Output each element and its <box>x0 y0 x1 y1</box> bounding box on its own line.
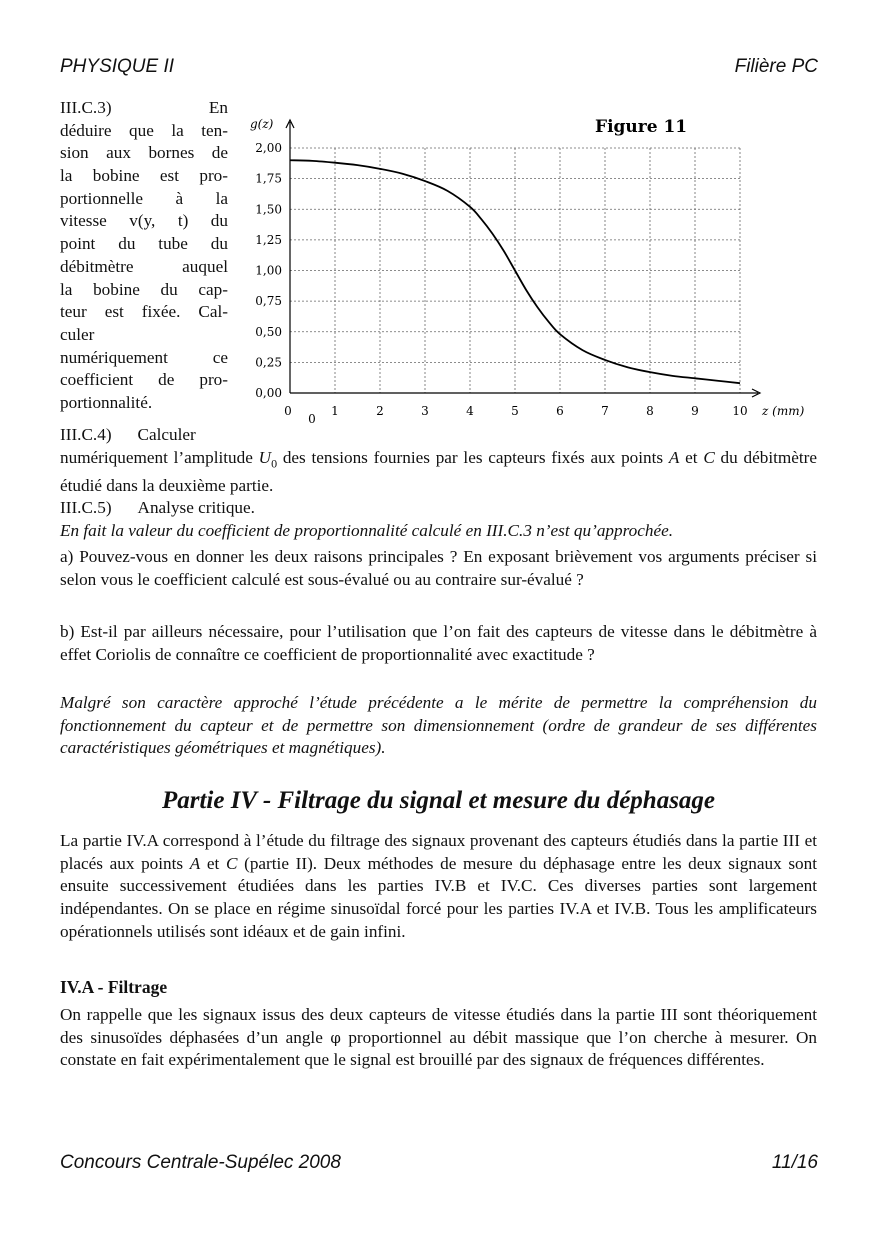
y-tick-label: 1,25 <box>255 232 282 247</box>
section-iv-a-text-a: On rappelle que les signaux issus des deux capteurs de vitesse étudiés dans la partie III sont théoriquement des sinusoïdes déphasées d’un angle <box>60 1005 817 1047</box>
y-tick-label: 0,25 <box>255 355 282 370</box>
page-header-right: Filière PC <box>734 56 818 77</box>
figure-11 <box>240 110 820 430</box>
page-footer-right: 11/16 <box>771 1152 818 1173</box>
y-axis-label: g(z) <box>250 117 274 131</box>
point-a: A <box>189 853 201 873</box>
question-c3-line: débitmètre auquel <box>60 256 228 276</box>
question-c4-text-c: du débitmètre étudié dans la deuxième partie. <box>60 448 817 496</box>
question-c5-b: b) Est-il par ailleurs nécessaire, pour l’utilisation que l’on fait des capteurs de vitesse dans le débitmètre à effet Coriolis de connaître ce coefficient de proportionnalité avec exactitude ? <box>60 622 817 664</box>
part-iv-intro-et: et <box>200 853 226 873</box>
question-c3-line: portionnalité. <box>60 392 153 412</box>
x-tick-label: 8 <box>646 404 654 418</box>
question-c4-first-word: Calculer <box>137 425 196 444</box>
section-iv-a-text-b: proportionnel au débit massique que l’on cherche à mesurer. On constate en fait expérimentalement que le signal est brouillé par des signaux de fréquences différentes. <box>60 1027 817 1070</box>
question-c3-line: coefficient de pro- <box>60 370 228 390</box>
y-tick-label: 1,50 <box>255 202 282 217</box>
point-c: C <box>703 448 715 467</box>
y-tick-label: 1,75 <box>255 171 282 186</box>
y-tick-label: 0,75 <box>255 294 282 309</box>
point-a: A <box>668 448 680 467</box>
page-footer-left: Concours Centrale-Supélec 2008 <box>60 1152 341 1173</box>
x-tick-label: 6 <box>556 404 564 418</box>
question-c5-heading <box>60 497 817 520</box>
x-axis-label: z (mm) <box>762 404 805 418</box>
question-c4-text-b: des tensions fournies par les capteurs fixés aux points <box>277 448 669 467</box>
x-tick-label: 1 <box>331 404 339 418</box>
question-c4-text <box>60 447 817 498</box>
x-tick-label: 7 <box>601 404 609 418</box>
x-tick-label: 4 <box>466 404 474 418</box>
y-tick-label: 1,00 <box>255 263 282 278</box>
page-header-left: PHYSIQUE II <box>60 56 175 77</box>
part-iv-title: Partie IV - Filtrage du signal et mesure du déphasage <box>161 787 716 814</box>
question-c4-label: III.C.4) <box>60 425 112 444</box>
question-c3-line: sion aux bornes de <box>60 143 228 163</box>
part-iv-intro-b: (partie II). Deux méthodes de mesure du déphasage entre les deux signaux sont ensuite successivement étudiées dans les parties IV.B et IV.C. Ces diverses parties sont largement indépendantes. On se place en régime sinusoïdal forcé pour les parties IV.A et IV.B. Tous les amplificateurs opérationnels utilisés sont idéaux et de gain infini. <box>60 853 818 941</box>
question-c3-line: point du tube du <box>60 234 228 254</box>
question-c5-label: III.C.5) <box>60 498 112 517</box>
phi-symbol: φ <box>330 1028 341 1047</box>
chart-title: Figure 11 <box>595 117 688 137</box>
point-c: C <box>225 853 238 873</box>
section-iv-a-title: IV.A - Filtrage <box>60 977 168 997</box>
section-iv-a-text <box>60 1004 817 1072</box>
question-c5-conclusion: Malgré son caractère approché l’étude précédente a le mérite de permettre la compréhension du fonctionnement du capteur et de permettre son dimensionnement (ordre de grandeur de ses différentes caractéristiques géométriques et magnétiques). <box>60 693 817 758</box>
question-c4-et: et <box>679 448 704 467</box>
question-c3-line: la bobine est pro- <box>60 166 228 186</box>
y-tick-label: 0,50 <box>255 324 282 339</box>
question-c3-line: vitesse v(y, t) du <box>60 211 228 231</box>
x-tick-label: 10 <box>732 404 748 418</box>
question-c3-line: déduire que la ten- <box>60 120 228 140</box>
question-c3-line: numériquement ce <box>60 347 228 367</box>
question-c4-text-a: numériquement l’amplitude <box>60 448 259 467</box>
y-tick-label: 2,00 <box>255 141 282 155</box>
x-tick-label: 5 <box>511 404 519 418</box>
origin-label: 0 <box>284 404 292 418</box>
question-c3-line: teur est fixée. Cal- <box>60 302 228 322</box>
figure-11-chart <box>240 110 820 430</box>
question-c3-line: III.C.3) En <box>60 98 228 117</box>
question-c3-line: portionnelle à la <box>60 188 228 208</box>
part-iv-intro-a: La partie IV.A correspond à l’étude du filtrage des signaux provenant des capteurs étudiés dans la partie III et placés aux points <box>60 831 817 873</box>
part-iv-intro <box>60 830 817 944</box>
question-c5-intro: En fait la valeur du coefficient de proportionnalité calculé en III.C.3 n’est qu’approchée. <box>60 521 674 540</box>
question-c5-a: a) Pouvez-vous en donner les deux raisons principales ? En exposant brièvement vos arguments préciser si selon vous le coefficient calculé est sous-évalué ou au contraire sur-évalué ? <box>60 547 817 589</box>
question-c3-line: la bobine du cap- <box>60 279 228 299</box>
u0-subscript: 0 <box>271 456 278 471</box>
y-tick-label: 0,00 <box>255 386 282 400</box>
u0-symbol: U <box>258 448 272 467</box>
question-c3-line: culer <box>60 324 95 344</box>
x-tick-label: 3 <box>421 404 429 418</box>
x-tick-label: 2 <box>376 404 384 418</box>
question-c3 <box>60 97 228 415</box>
question-c5-title: Analyse critique. <box>137 498 255 517</box>
origin-label: 0 <box>308 412 316 426</box>
x-tick-label: 9 <box>691 404 699 418</box>
question-c4-label-line <box>60 424 280 447</box>
